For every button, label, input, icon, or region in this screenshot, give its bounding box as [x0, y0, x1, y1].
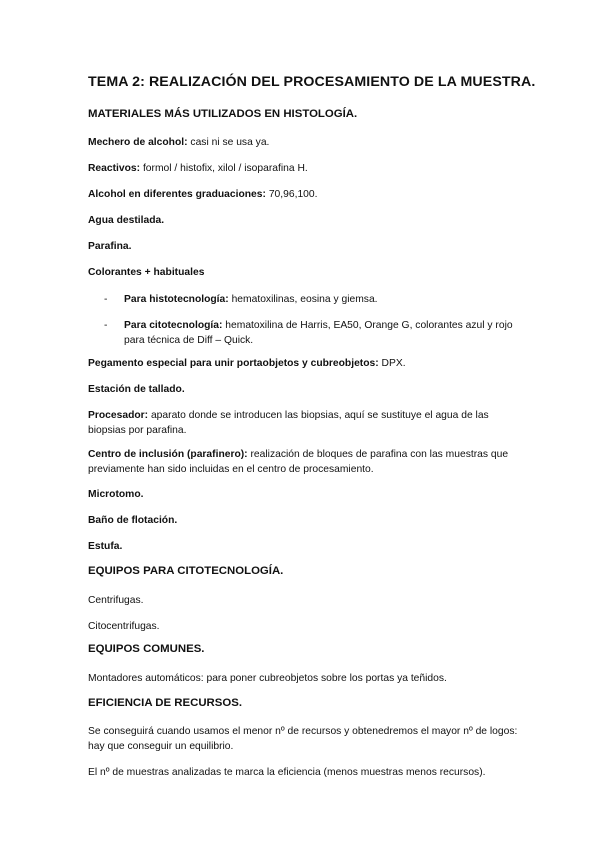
item-label: Pegamento especial para unir portaobjetos y cubreobjetos: — [88, 358, 379, 369]
item-pegamento — [88, 356, 518, 371]
section-heading-citotecnologia: EQUIPOS PARA CITOTECNOLOGÍA. — [88, 565, 284, 577]
bullet-label: Para histotecnología: — [124, 294, 229, 305]
bullet-text: hematoxilinas, eosina y giemsa. — [228, 294, 378, 305]
item-label: Parafina. — [88, 241, 132, 252]
item-label: Alcohol en diferentes graduaciones: — [88, 189, 266, 200]
item-text: 70,96,100. — [265, 189, 318, 200]
item-reactivos — [88, 161, 518, 176]
item-colorantes — [88, 265, 518, 280]
item-label: Estufa. — [88, 541, 123, 552]
bullet-text: hematoxilina de Harris, EA50, Orange G, colorantes azul y rojo para técnica de Diff – Quick. — [124, 320, 513, 346]
bullet-dash: - — [104, 294, 108, 305]
section-heading-materiales: MATERIALES MÁS UTILIZADOS EN HISTOLOGÍA. — [88, 108, 358, 120]
section-heading-equipos-comunes: EQUIPOS COMUNES. — [88, 643, 205, 655]
item-text: aparato donde se introducen las biopsias, aquí se sustituye el agua de las biopsias por parafina. — [88, 410, 489, 436]
item-procesador — [88, 408, 518, 438]
item-label: Microtomo. — [88, 489, 144, 500]
line-eficiencia-2: El nº de muestras analizadas te marca la eficiencia (menos muestras menos recursos). — [88, 767, 486, 778]
line-montadores: Montadores automáticos: para poner cubreobjetos sobre los portas ya teñidos. — [88, 673, 447, 684]
item-microtomo — [88, 487, 518, 502]
item-text: realización de bloques de parafina con las muestras que previamente han sido incluidas en el centro de procesamiento. — [88, 449, 509, 475]
item-text: DPX. — [378, 358, 406, 369]
item-text: casi ni se usa ya. — [187, 137, 270, 148]
item-label: Procesador: — [88, 410, 149, 421]
item-centro-inclusion — [88, 447, 518, 477]
bullet-histotecnologia — [124, 292, 514, 307]
line-centrifugas: Centrifugas. — [88, 595, 144, 606]
item-estufa — [88, 539, 518, 554]
item-alcohol — [88, 187, 518, 202]
section-heading-eficiencia: EFICIENCIA DE RECURSOS. — [88, 697, 243, 709]
item-label: Reactivos: — [88, 163, 141, 174]
item-text: formol / histofix, xilol / isoparafina H. — [140, 163, 308, 174]
item-label: Colorantes + habituales — [88, 267, 205, 278]
document-title: TEMA 2: REALIZACIÓN DEL PROCESAMIENTO DE LA MUESTRA. — [88, 74, 536, 90]
item-bano — [88, 513, 518, 528]
item-parafina — [88, 239, 518, 254]
bullet-dash: - — [104, 320, 108, 331]
line-eficiencia-1: Se conseguirá cuando usamos el menor nº de recursos y obtenedremos el mayor nº de logos: hay que conseguir un equilibrio. — [88, 726, 518, 752]
item-estacion — [88, 382, 518, 397]
item-agua — [88, 213, 518, 228]
item-label: Mechero de alcohol: — [88, 137, 188, 148]
line-citocentrifugas: Citocentrifugas. — [88, 621, 160, 632]
item-label: Centro de inclusión (parafinero): — [88, 449, 248, 460]
item-label: Baño de flotación. — [88, 515, 178, 526]
bullet-citotecnologia — [124, 318, 514, 348]
bullet-label: Para citotecnología: — [124, 320, 223, 331]
item-label: Estación de tallado. — [88, 384, 185, 395]
item-mechero — [88, 135, 518, 150]
item-label: Agua destilada. — [88, 215, 165, 226]
